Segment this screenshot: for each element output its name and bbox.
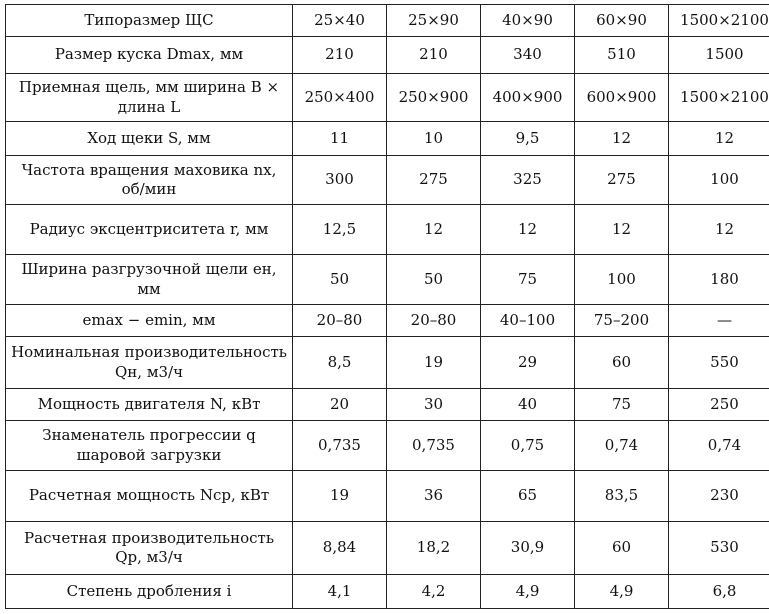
value-cell: 20 bbox=[293, 389, 387, 421]
value-cell: 60×90 bbox=[575, 5, 669, 37]
value-cell: 250×400 bbox=[293, 74, 387, 122]
param-cell: Радиус эксцентриситета r, мм bbox=[6, 205, 293, 255]
table-row bbox=[6, 5, 769, 37]
value-cell: 12 bbox=[575, 122, 669, 156]
value-cell: 50 bbox=[387, 255, 481, 305]
param-cell: Расчетная мощность Nср, кВт bbox=[6, 471, 293, 522]
value-cell: 40×90 bbox=[481, 5, 575, 37]
value-cell: 275 bbox=[575, 156, 669, 205]
value-cell: 100 bbox=[575, 255, 669, 305]
param-cell: Знаменатель прогрессии q шаровой загрузки bbox=[6, 421, 293, 471]
value-cell: 4,1 bbox=[293, 575, 387, 609]
value-cell: 60 bbox=[575, 337, 669, 389]
value-cell: 25×90 bbox=[387, 5, 481, 37]
value-cell: 0,74 bbox=[669, 421, 769, 471]
table-row bbox=[6, 74, 769, 122]
table-row bbox=[6, 205, 769, 255]
param-cell: Ход щеки S, мм bbox=[6, 122, 293, 156]
value-cell: 18,2 bbox=[387, 522, 481, 575]
value-cell: 300 bbox=[293, 156, 387, 205]
table-row bbox=[6, 337, 769, 389]
value-cell: 1500×2100 bbox=[669, 5, 769, 37]
param-cell: Степень дробления i bbox=[6, 575, 293, 609]
value-cell: 75–200 bbox=[575, 305, 669, 337]
value-cell: 25×40 bbox=[293, 5, 387, 37]
value-cell: 0,75 bbox=[481, 421, 575, 471]
value-cell: 75 bbox=[575, 389, 669, 421]
param-cell: Частота вращения маховика nх, об/мин bbox=[6, 156, 293, 205]
value-cell: — bbox=[669, 305, 769, 337]
value-cell: 8,5 bbox=[293, 337, 387, 389]
value-cell: 20–80 bbox=[293, 305, 387, 337]
table-row bbox=[6, 471, 769, 522]
value-cell: 12 bbox=[481, 205, 575, 255]
value-cell: 20–80 bbox=[387, 305, 481, 337]
value-cell: 30,9 bbox=[481, 522, 575, 575]
value-cell: 36 bbox=[387, 471, 481, 522]
param-cell: Ширина разгрузочной щели eн, мм bbox=[6, 255, 293, 305]
value-cell: 75 bbox=[481, 255, 575, 305]
value-cell: 100 bbox=[669, 156, 769, 205]
value-cell: 29 bbox=[481, 337, 575, 389]
value-cell: 12 bbox=[669, 122, 769, 156]
param-cell: emax − emin, мм bbox=[6, 305, 293, 337]
value-cell: 30 bbox=[387, 389, 481, 421]
param-cell: Приемная щель, мм ширина B × длина L bbox=[6, 74, 293, 122]
value-cell: 40–100 bbox=[481, 305, 575, 337]
table-row bbox=[6, 305, 769, 337]
value-cell: 180 bbox=[669, 255, 769, 305]
param-cell: Расчетная производительность Qр, м3/ч bbox=[6, 522, 293, 575]
table-row bbox=[6, 37, 769, 74]
value-cell: 510 bbox=[575, 37, 669, 74]
table-row bbox=[6, 421, 769, 471]
value-cell: 10 bbox=[387, 122, 481, 156]
value-cell: 4,9 bbox=[575, 575, 669, 609]
value-cell: 8,84 bbox=[293, 522, 387, 575]
param-cell: Размер куска Dmax, мм bbox=[6, 37, 293, 74]
table-row bbox=[6, 255, 769, 305]
table-row bbox=[6, 389, 769, 421]
value-cell: 210 bbox=[293, 37, 387, 74]
param-cell: Мощность двигателя N, кВт bbox=[6, 389, 293, 421]
value-cell: 1500 bbox=[669, 37, 769, 74]
value-cell: 250×900 bbox=[387, 74, 481, 122]
param-cell: Типоразмер ЩС bbox=[6, 5, 293, 37]
value-cell: 1500×2100 bbox=[669, 74, 769, 122]
value-cell: 230 bbox=[669, 471, 769, 522]
value-cell: 40 bbox=[481, 389, 575, 421]
param-cell: Номинальная производительность Qн, м3/ч bbox=[6, 337, 293, 389]
value-cell: 250 bbox=[669, 389, 769, 421]
table-row bbox=[6, 575, 769, 609]
value-cell: 210 bbox=[387, 37, 481, 74]
table-row bbox=[6, 156, 769, 205]
value-cell: 60 bbox=[575, 522, 669, 575]
value-cell: 4,9 bbox=[481, 575, 575, 609]
crusher-spec-table bbox=[5, 4, 769, 609]
value-cell: 11 bbox=[293, 122, 387, 156]
value-cell: 340 bbox=[481, 37, 575, 74]
value-cell: 83,5 bbox=[575, 471, 669, 522]
value-cell: 50 bbox=[293, 255, 387, 305]
value-cell: 4,2 bbox=[387, 575, 481, 609]
value-cell: 12 bbox=[387, 205, 481, 255]
value-cell: 600×900 bbox=[575, 74, 669, 122]
value-cell: 12 bbox=[575, 205, 669, 255]
value-cell: 9,5 bbox=[481, 122, 575, 156]
table-row bbox=[6, 522, 769, 575]
value-cell: 530 bbox=[669, 522, 769, 575]
value-cell: 550 bbox=[669, 337, 769, 389]
value-cell: 325 bbox=[481, 156, 575, 205]
value-cell: 0,735 bbox=[293, 421, 387, 471]
value-cell: 0,74 bbox=[575, 421, 669, 471]
table-row bbox=[6, 122, 769, 156]
value-cell: 12 bbox=[669, 205, 769, 255]
value-cell: 19 bbox=[387, 337, 481, 389]
value-cell: 65 bbox=[481, 471, 575, 522]
value-cell: 19 bbox=[293, 471, 387, 522]
value-cell: 275 bbox=[387, 156, 481, 205]
value-cell: 6,8 bbox=[669, 575, 769, 609]
value-cell: 12,5 bbox=[293, 205, 387, 255]
value-cell: 0,735 bbox=[387, 421, 481, 471]
value-cell: 400×900 bbox=[481, 74, 575, 122]
